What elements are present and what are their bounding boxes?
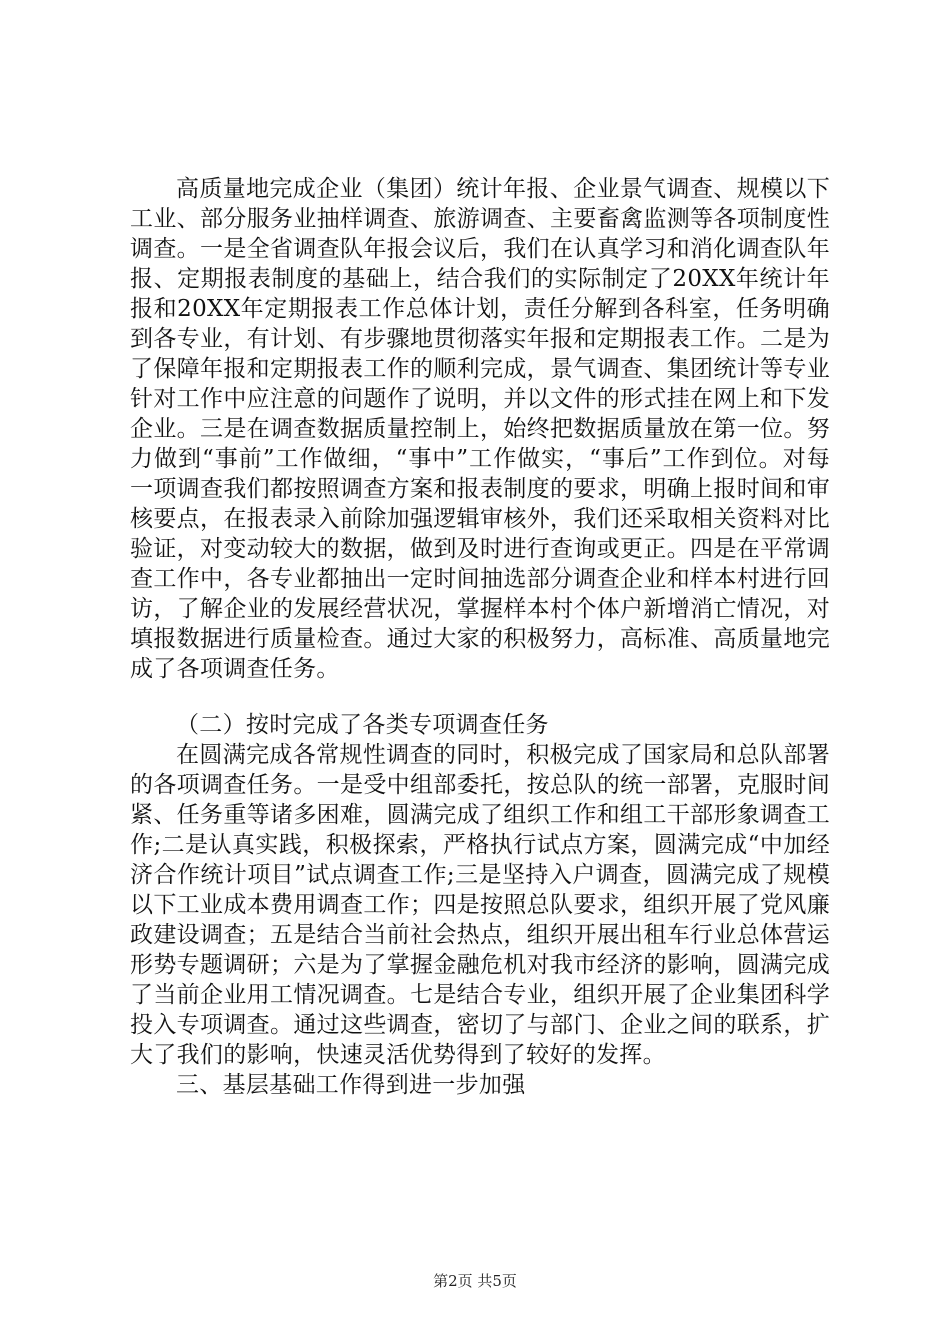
- page-footer: 第2页 共5页: [433, 1272, 517, 1290]
- section-heading-special-surveys: （二）按时完成了各类专项调查任务: [176, 712, 549, 738]
- document-body: [130, 174, 830, 1100]
- paragraph-annual-report: 高质量地完成企业（集团）统计年报、企业景气调查、规模以下工业、部分服务业抽样调查、旅游调查、主要畜禽监测等各项制度性调查。一是全省调查队年报会议后，我们在认真学习和消化调查队年报、定期报表制度的基础上，结合我们的实际制定了20XX年统计年报和20XX年定期报表工作总体计划，责任分解到各科室，任务明确到各专业，有计划、有步骤地贯彻落实年报和定期报表工作。二是为了保障年报和定期报表工作的顺利完成，景气调查、集团统计等专业针对工作中应注意的问题作了说明，并以文件的形式挂在网上和下发企业。三是在调查数据质量控制上，始终把数据质量放在第一位。努力做到“事前”工作做细，“事中”工作做实，“事后”工作到位。对每一项调查我们都按照调查方案和报表制度的要求，明确上报时间和审核要点，在报表录入前除加强逻辑审核外，我们还采取相关资料对比验证，对变动较大的数据，做到及时进行查询或更正。四是在平常调查工作中，各专业都抽出一定时间抽选部分调查企业和样本村进行回访，了解企业的发展经营状况，掌握样本村个体户新增消亡情况，对填报数据进行质量检查。通过大家的积极努力，高标准、高质量地完成了各项调查任务。: [130, 176, 830, 682]
- section-heading-grassroots: 三、基层基础工作得到进一步加强: [176, 1072, 526, 1098]
- paragraph-gap: [130, 684, 830, 710]
- paragraph-special-surveys: 在圆满完成各常规性调查的同时，积极完成了国家局和总队部署的各项调查任务。一是受中组部委托，按总队的统一部署，克服时间紧、任务重等诸多困难，圆满完成了组织工作和组工干部形象调查工作;二是认真实践，积极探索，严格执行试点方案，圆满完成“中加经济合作统计项目”试点调查工作;三是坚持入户调查，圆满完成了规模以下工业成本费用调查工作；四是按照总队要求，组织开展了党风廉政建设调查；五是结合当前社会热点，组织开展出租车行业总体营运形势专题调研；六是为了掌握金融危机对我市经济的影响，圆满完成了当前企业用工情况调查。七是结合专业，组织开展了企业集团科学投入专项调查。通过这些调查，密切了与部门、企业之间的联系，扩大了我们的影响，快速灵活优势得到了较好的发挥。: [130, 742, 830, 1068]
